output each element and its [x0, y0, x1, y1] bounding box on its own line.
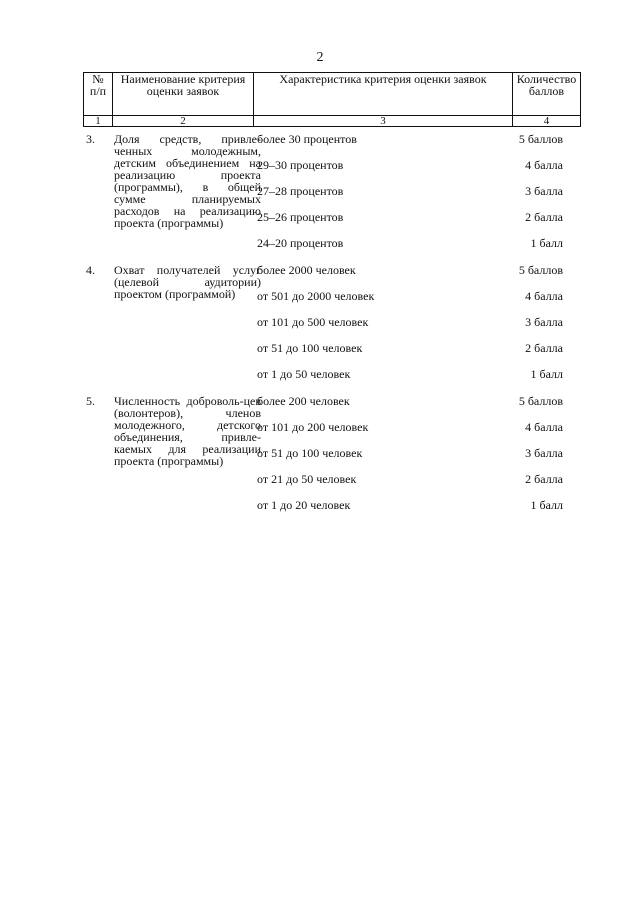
- option-characteristic: 25–26 процентов: [257, 210, 344, 224]
- criterion-option: [257, 185, 577, 199]
- criterion-number: 5.: [86, 394, 95, 408]
- option-characteristic: от 501 до 2000 человек: [257, 289, 375, 303]
- option-points: 1 балл: [530, 498, 563, 512]
- criterion-name: Охват получателей услуг (целевой аудитории) проектом (программой): [114, 263, 261, 301]
- option-characteristic: от 101 до 200 человек: [257, 420, 369, 434]
- option-characteristic: от 1 до 50 человек: [257, 367, 351, 381]
- option-points: 3 балла: [525, 446, 563, 460]
- option-points: 5 баллов: [518, 263, 563, 277]
- criterion-option: [257, 159, 577, 173]
- option-characteristic: от 51 до 100 человек: [257, 446, 363, 460]
- option-characteristic: от 21 до 50 человек: [257, 472, 357, 486]
- criterion-option: [257, 316, 577, 330]
- option-points: 1 балл: [530, 236, 563, 250]
- column-number-3: 3: [254, 116, 513, 127]
- criterion-option: [257, 395, 577, 409]
- header-characteristic: Характеристика критерия оценки заявок: [254, 73, 513, 116]
- criterion-option: [257, 368, 577, 382]
- criterion-number: 3.: [86, 132, 95, 146]
- header-criterion-name: Наименование критерия оценки заявок: [113, 73, 254, 116]
- criterion-option: [257, 237, 577, 251]
- column-number-1: 1: [84, 116, 113, 127]
- header-number: № п/п: [84, 73, 113, 116]
- criterion-number: 4.: [86, 263, 95, 277]
- criterion-option: [257, 211, 577, 225]
- option-characteristic: 29–30 процентов: [257, 158, 344, 172]
- criterion-name: Доля средств, привле-ченных молодежным, детским объединением на реализацию проекта (программы), в общей сумме планируемых расходов на реализацию проекта (программы): [114, 132, 261, 230]
- option-points: 4 балла: [525, 289, 563, 303]
- criterion-option: [257, 447, 577, 461]
- option-points: 5 баллов: [518, 132, 563, 146]
- criterion-option: [257, 421, 577, 435]
- option-characteristic: 27–28 процентов: [257, 184, 344, 198]
- option-points: 2 балла: [525, 210, 563, 224]
- option-characteristic: от 51 до 100 человек: [257, 341, 363, 355]
- option-points: 4 балла: [525, 420, 563, 434]
- criterion-option: [257, 342, 577, 356]
- option-points: 5 баллов: [518, 394, 563, 408]
- page-number: 2: [316, 50, 324, 65]
- option-characteristic: более 30 процентов: [257, 132, 357, 146]
- option-points: 3 балла: [525, 184, 563, 198]
- criteria-table-header: [83, 72, 581, 127]
- option-points: 4 балла: [525, 158, 563, 172]
- column-number-2: 2: [113, 116, 254, 127]
- option-points: 3 балла: [525, 315, 563, 329]
- criterion-name: Численность доброволь-цев (волонтеров), членов молодежного, детского объединения, привле-каемых для реализации проекта (программы): [114, 394, 261, 468]
- criterion-option: [257, 473, 577, 487]
- criterion-option: [257, 290, 577, 304]
- option-characteristic: от 101 до 500 человек: [257, 315, 369, 329]
- option-characteristic: более 200 человек: [257, 394, 350, 408]
- option-points: 2 балла: [525, 472, 563, 486]
- column-number-4: 4: [513, 116, 581, 127]
- option-characteristic: более 2000 человек: [257, 263, 356, 277]
- header-points: Количество баллов: [513, 73, 581, 116]
- option-points: 2 балла: [525, 341, 563, 355]
- option-characteristic: 24–20 процентов: [257, 236, 344, 250]
- option-characteristic: от 1 до 20 человек: [257, 498, 351, 512]
- criterion-option: [257, 499, 577, 513]
- criterion-option: [257, 133, 577, 147]
- option-points: 1 балл: [530, 367, 563, 381]
- criterion-option: [257, 264, 577, 278]
